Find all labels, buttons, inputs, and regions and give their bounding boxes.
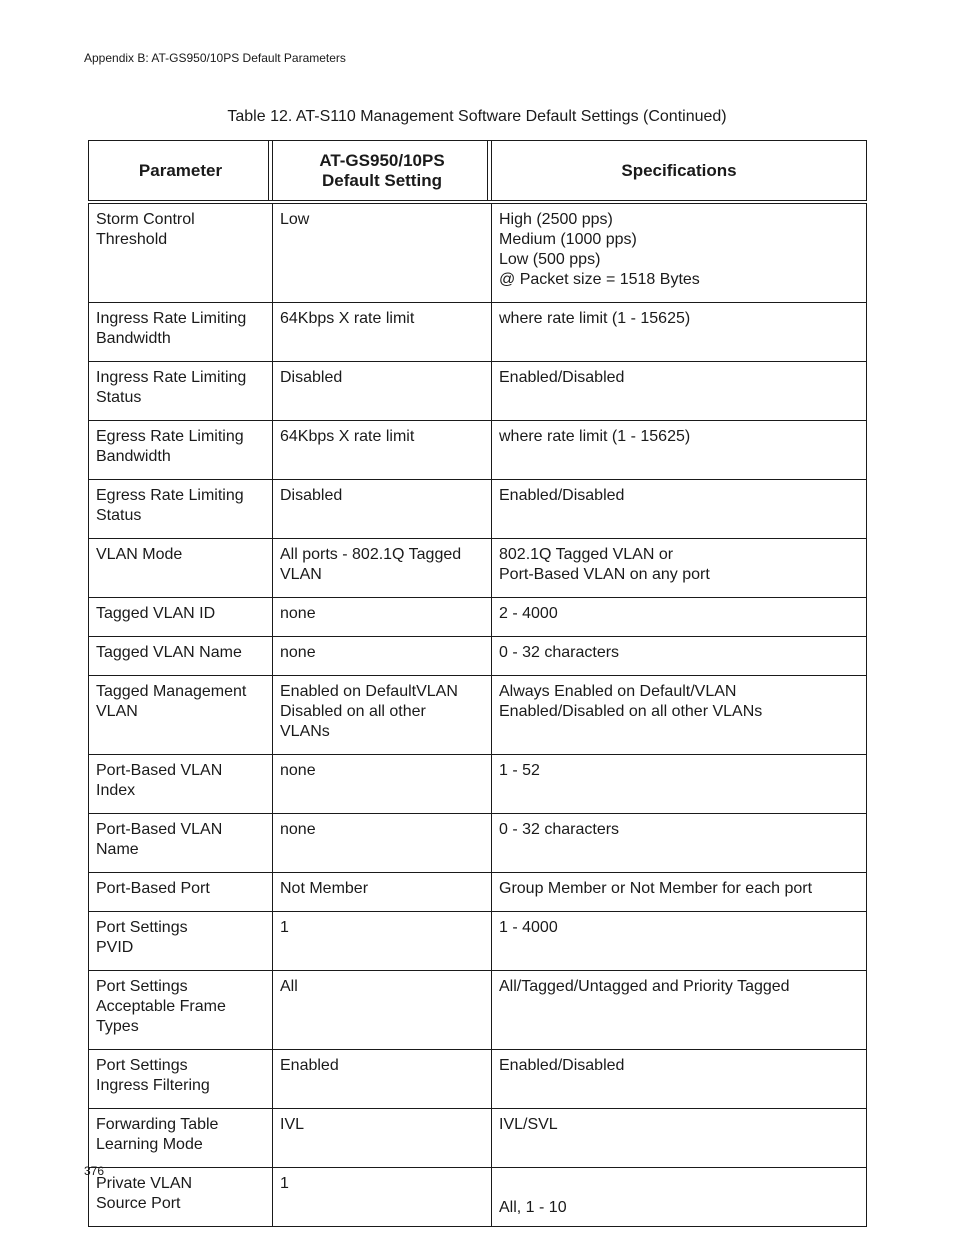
cell-text-line: 1: [280, 1175, 289, 1192]
table-body: [89, 202, 867, 1227]
cell-text-line: 1 - 52: [499, 762, 540, 779]
specification-cell: [492, 480, 867, 539]
specification-cell: [492, 202, 867, 303]
parameter-cell: [89, 676, 273, 755]
column-header-specifications: [492, 141, 867, 203]
table-header: [89, 141, 867, 203]
table-row: [89, 421, 867, 480]
default-setting-cell: [273, 303, 492, 362]
cell-text-line: 1: [280, 919, 289, 936]
cell-text-line: Types: [96, 1018, 139, 1035]
specification-cell: [492, 362, 867, 421]
cell-text-line: Source Port: [96, 1195, 181, 1212]
specification-cell: [492, 912, 867, 971]
table-row: [89, 676, 867, 755]
table-row: [89, 480, 867, 539]
specification-cell: [492, 1109, 867, 1168]
default-setting-cell: [273, 1050, 492, 1109]
cell-text-line: Enabled/Disabled: [499, 487, 625, 504]
cell-text-line: Enabled: [280, 1057, 339, 1074]
default-setting-cell: [273, 814, 492, 873]
default-setting-cell: [273, 362, 492, 421]
parameter-cell: [89, 598, 273, 637]
table-row: [89, 598, 867, 637]
cell-text-line: Disabled on all other: [280, 703, 426, 720]
parameter-cell: [89, 755, 273, 814]
specification-cell: [492, 1050, 867, 1109]
cell-text-line: VLAN Mode: [96, 546, 183, 563]
cell-text-line: Port Settings: [96, 919, 188, 936]
table-row: [89, 202, 867, 303]
cell-text-line: Disabled: [280, 369, 343, 386]
parameter-cell: [89, 971, 273, 1050]
cell-text-line: Ingress Rate Limiting: [96, 369, 247, 386]
parameter-cell: [89, 539, 273, 598]
default-setting-cell: [273, 202, 492, 303]
cell-text-line: Enabled/Disabled: [499, 369, 625, 386]
table-row: [89, 814, 867, 873]
cell-text-line: VLAN: [96, 703, 138, 720]
cell-text-line: Port-Based VLAN: [96, 762, 223, 779]
cell-text-line: IVL/SVL: [499, 1116, 558, 1133]
default-setting-cell: [273, 912, 492, 971]
default-setting-cell: [273, 539, 492, 598]
cell-text-line: Port Settings: [96, 978, 188, 995]
cell-text-line: Enabled/Disabled on all other VLANs: [499, 703, 763, 720]
default-setting-cell: [273, 421, 492, 480]
cell-text-line: 802.1Q Tagged VLAN or: [499, 546, 674, 563]
table-row: [89, 912, 867, 971]
specification-cell: [492, 971, 867, 1050]
specification-cell: [492, 676, 867, 755]
parameter-cell: [89, 421, 273, 480]
table-header-row: [89, 141, 867, 203]
table-row: [89, 362, 867, 421]
specification-cell: [492, 1168, 867, 1227]
default-setting-cell: [273, 480, 492, 539]
specification-cell: [492, 873, 867, 912]
cell-text-line: Not Member: [280, 880, 369, 897]
cell-text-line: Low (500 pps): [499, 251, 601, 268]
specification-cell: [492, 814, 867, 873]
specification-cell: [492, 303, 867, 362]
cell-text-line: 0 - 32 characters: [499, 821, 620, 838]
cell-text-line: Port-Based VLAN: [96, 821, 223, 838]
cell-text-line: 0 - 32 characters: [499, 644, 620, 661]
cell-text-line: All ports - 802.1Q Tagged: [280, 546, 462, 563]
cell-text-line: Medium (1000 pps): [499, 231, 637, 248]
cell-text-line: 2 - 4000: [499, 605, 558, 622]
cell-text-line: none: [280, 644, 316, 661]
table-caption: Table 12. AT-S110 Management Software Default Settings (Continued): [227, 108, 727, 125]
cell-text-line: Status: [96, 389, 142, 406]
parameter-cell: [89, 637, 273, 676]
cell-text-line: Enabled on DefaultVLAN: [280, 683, 458, 700]
parameter-cell: [89, 814, 273, 873]
cell-text-line: 64Kbps X rate limit: [280, 310, 415, 327]
cell-text-line: none: [280, 605, 316, 622]
column-header-parameter: [89, 141, 273, 203]
cell-text-line: Group Member or Not Member for each port: [499, 880, 813, 897]
page-number: 376: [84, 1164, 105, 1178]
table-row: [89, 1109, 867, 1168]
parameter-cell: [89, 303, 273, 362]
column-header-line: AT-GS950/10PS: [319, 150, 445, 170]
cell-text-line: where rate limit (1 - 15625): [499, 428, 691, 445]
cell-text-line: Tagged Management: [96, 683, 247, 700]
default-setting-cell: [273, 873, 492, 912]
cell-text-line: @ Packet size = 1518 Bytes: [499, 271, 700, 288]
cell-text-line: Port-Based Port: [96, 880, 210, 897]
cell-text-line: Tagged VLAN ID: [96, 605, 216, 622]
parameter-cell: [89, 1109, 273, 1168]
cell-text-line: Learning Mode: [96, 1136, 203, 1153]
running-header: Appendix B: AT-GS950/10PS Default Parameters: [84, 51, 346, 65]
default-setting-cell: [273, 755, 492, 814]
cell-text-line: Port Settings: [96, 1057, 188, 1074]
cell-text-line: Egress Rate Limiting: [96, 487, 244, 504]
cell-text-line: Acceptable Frame: [96, 998, 226, 1015]
cell-text-line: All/Tagged/Untagged and Priority Tagged: [499, 978, 790, 995]
column-header-line: Default Setting: [322, 170, 442, 190]
cell-text-line: Disabled: [280, 487, 343, 504]
table-row: [89, 303, 867, 362]
table-row: [89, 755, 867, 814]
cell-text-line: VLANs: [280, 723, 330, 740]
cell-text-line: All: [280, 978, 298, 995]
default-settings-table: [88, 140, 867, 1227]
cell-text-line: Egress Rate Limiting: [96, 428, 244, 445]
column-header-line: Specifications: [621, 160, 737, 180]
cell-text-line: none: [280, 821, 316, 838]
cell-text-line: PVID: [96, 939, 134, 956]
default-setting-cell: [273, 971, 492, 1050]
specification-cell: [492, 539, 867, 598]
parameter-cell: [89, 1050, 273, 1109]
parameter-cell: [89, 202, 273, 303]
cell-text-line: Status: [96, 507, 142, 524]
cell-text-line: none: [280, 762, 316, 779]
cell-text-line: Index: [96, 782, 136, 799]
default-setting-cell: [273, 676, 492, 755]
cell-text-line: Threshold: [96, 231, 168, 248]
cell-text-line: Storm Control: [96, 211, 195, 228]
table-row: [89, 873, 867, 912]
parameter-cell: [89, 480, 273, 539]
default-setting-cell: [273, 637, 492, 676]
cell-text-line: 1 - 4000: [499, 919, 558, 936]
cell-text-line: 64Kbps X rate limit: [280, 428, 415, 445]
default-setting-cell: [273, 1109, 492, 1168]
column-header-default-setting: [273, 141, 492, 203]
cell-text-line: IVL: [280, 1116, 305, 1133]
cell-text-line: Bandwidth: [96, 448, 171, 465]
cell-text-line: Low: [280, 211, 310, 228]
specification-cell: [492, 637, 867, 676]
default-setting-cell: [273, 598, 492, 637]
parameter-cell: [89, 362, 273, 421]
cell-text-line: High (2500 pps): [499, 211, 613, 228]
table-row: [89, 971, 867, 1050]
specification-cell: [492, 755, 867, 814]
cell-text-line: where rate limit (1 - 15625): [499, 310, 691, 327]
column-header-line: Parameter: [138, 160, 223, 180]
cell-text-line: Enabled/Disabled: [499, 1057, 625, 1074]
cell-text-line: Private VLAN: [96, 1175, 193, 1192]
specification-cell: [492, 421, 867, 480]
table-row: [89, 539, 867, 598]
parameter-cell: [89, 1168, 273, 1227]
cell-text-line: Ingress Rate Limiting: [96, 310, 247, 327]
table-row: [89, 1050, 867, 1109]
table-row: [89, 637, 867, 676]
cell-text-line: Bandwidth: [96, 330, 171, 347]
cell-text-line: Always Enabled on Default/VLAN: [499, 683, 737, 700]
cell-text-line: Forwarding Table: [96, 1116, 219, 1133]
parameter-cell: [89, 912, 273, 971]
cell-text-line: All, 1 - 10: [499, 1199, 567, 1216]
parameter-cell: [89, 873, 273, 912]
default-setting-cell: [273, 1168, 492, 1227]
cell-text-line: Ingress Filtering: [96, 1077, 210, 1094]
cell-text-line: Name: [96, 841, 139, 858]
specification-cell: [492, 598, 867, 637]
cell-text-line: Tagged VLAN Name: [96, 644, 242, 661]
table-row: [89, 1168, 867, 1227]
cell-text-line: VLAN: [280, 566, 322, 583]
cell-text-line: Port-Based VLAN on any port: [499, 566, 710, 583]
